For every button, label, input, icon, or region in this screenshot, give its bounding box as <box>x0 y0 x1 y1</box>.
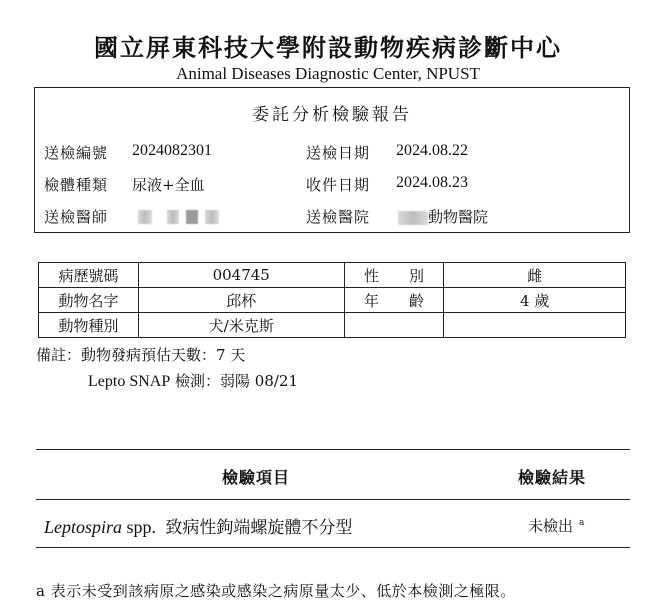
sample-type-value: 尿液+全血 <box>132 176 205 194</box>
animal-info-table <box>38 262 626 338</box>
submission-date-label: 送檢日期 <box>306 144 371 162</box>
received-date-value: 2024.08.23 <box>396 174 468 191</box>
table-row <box>39 263 626 288</box>
results-header-result: 檢驗結果 <box>518 468 587 487</box>
vet-label: 送檢醫師 <box>44 208 109 226</box>
center-title-chinese: 國立屏東科技大學附設動物疾病診斷中心 <box>94 33 562 62</box>
hospital-label: 送檢醫院 <box>306 208 371 226</box>
animal-name-label: 動物名字 <box>39 288 139 313</box>
record-no-value: 004745 <box>138 263 344 288</box>
test-result-value: 未檢出 <box>528 517 574 535</box>
table-row <box>39 313 626 338</box>
test-result-footnote-mark: a <box>579 518 585 528</box>
snap-test-name: Lepto SNAP <box>88 373 171 390</box>
table-row <box>39 288 626 313</box>
hospital-name-redacted <box>398 211 428 225</box>
test-item <box>44 513 352 538</box>
test-description: 致病性鉤端螺旋體不分型 <box>165 518 353 538</box>
results-top-rule <box>36 449 630 450</box>
submission-no-label: 送檢編號 <box>44 144 109 162</box>
report-title: 委託分析檢驗報告 <box>252 105 412 125</box>
note-snap-test <box>88 370 298 391</box>
hospital-suffix: 動物醫院 <box>428 208 489 226</box>
sample-type-label: 檢體種類 <box>44 176 109 194</box>
submission-no-value: 2024082301 <box>132 142 212 159</box>
hospital-value <box>398 206 488 227</box>
species-value: 犬/米克斯 <box>138 313 344 338</box>
empty-cell <box>344 313 444 338</box>
age-value: 4 歲 <box>444 288 626 313</box>
results-bottom-rule <box>36 547 630 548</box>
submission-date-value: 2024.08.22 <box>396 142 468 159</box>
test-result <box>528 515 584 536</box>
sex-value: 雌 <box>444 263 626 288</box>
empty-cell <box>444 313 626 338</box>
animal-name-value: 邱杯 <box>138 288 344 313</box>
results-header-item: 檢驗項目 <box>222 468 291 487</box>
record-no-label: 病歷號碼 <box>39 263 139 288</box>
test-spp: spp. <box>122 517 157 537</box>
received-date-label: 收件日期 <box>306 176 371 194</box>
species-label: 動物種別 <box>39 313 139 338</box>
sex-label: 性 別 <box>344 263 444 288</box>
snap-test-result: 檢測：弱陽 08/21 <box>175 372 299 390</box>
center-title-english: Animal Diseases Diagnostic Center, NPUST <box>176 64 480 83</box>
footnote: a 表示未受到該病原之感染或感染之病原量太少、低於本檢測之極限。 <box>36 582 516 600</box>
test-genus: Leptospira <box>44 517 123 537</box>
results-header-rule <box>36 499 630 500</box>
vet-name-redacted <box>138 206 219 225</box>
note-onset-days: 備註：動物發病預估天數：7 天 <box>36 346 246 364</box>
age-label: 年 齡 <box>344 288 444 313</box>
